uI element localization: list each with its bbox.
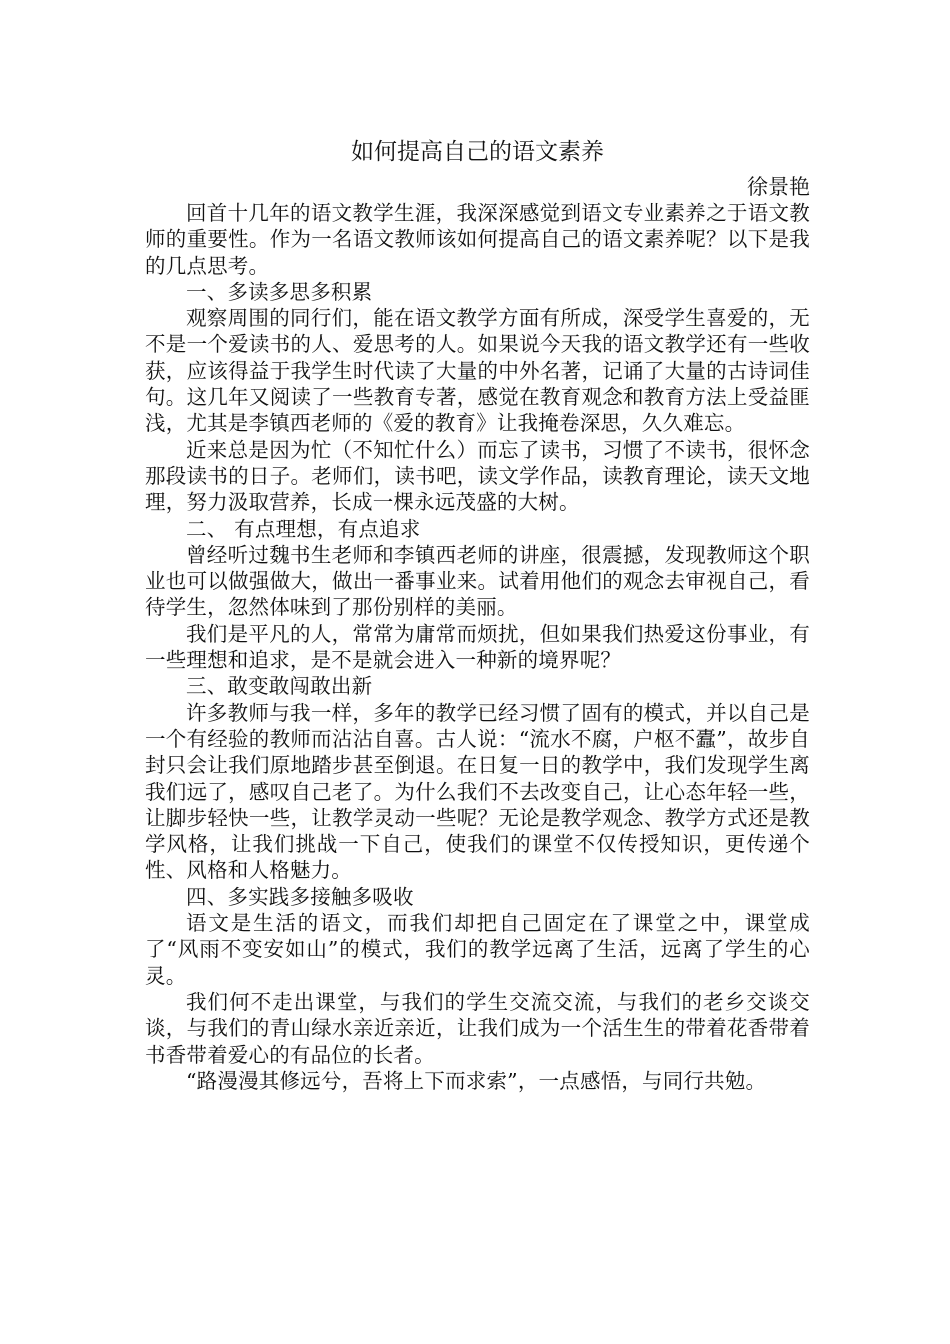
paragraph: 曾经听过魏书生老师和李镇西老师的讲座，很震撼，发现教师这个职业也可以做强做大，做出一番事业来。试着用他们的观念去审视自己，看待学生，忽然体味到了那份别样的美丽。 [145, 542, 810, 620]
paragraph: 我们何不走出课堂，与我们的学生交流交流，与我们的老乡交谈交谈，与我们的青山绿水亲近亲近，让我们成为一个活生生的带着花香带着书香带着爱心的有品位的长者。 [145, 989, 810, 1067]
paragraph: 我们是平凡的人，常常为庸常而烦扰，但如果我们热爱这份事业，有一些理想和追求，是不是就会进入一种新的境界呢？ [145, 621, 810, 673]
section-heading-3: 三、敢变敢闯敢出新 [186, 674, 373, 699]
section-heading-4: 四、多实践多接触多吸收 [186, 884, 414, 909]
paragraph-closing: “路漫漫其修远兮，吾将上下而求索”，一点感悟，与同行共勉。 [186, 1068, 767, 1093]
paragraph: 许多教师与我一样，多年的教学已经习惯了固有的模式，并以自己是一个有经验的教师而沾沾自喜。古人说：“流水不腐，户枢不蠹”，故步自封只会让我们原地踏步甚至倒退。在日复一日的教学中，我们发现学生离我们远了，感叹自己老了。为什么我们不去改变自己，让心态年轻一些，让脚步轻快一些，让教学灵动一些呢？无论是教学观念、教学方式还是教学风格，让我们挑战一下自己，使我们的课堂不仅传授知识，更传递个性、风格和人格魅力。 [145, 700, 810, 883]
paragraph: 语文是生活的语文，而我们却把自己固定在了课堂之中，课堂成了“风雨不变安如山”的模式，我们的教学远离了生活，远离了学生的心灵。 [145, 911, 810, 988]
document-body [145, 200, 810, 1094]
document-title: 如何提高自己的语文素养 [351, 139, 604, 165]
document-author: 徐景艳 [747, 175, 810, 199]
paragraph: 观察周围的同行们，能在语文教学方面有所成，深受学生喜爱的，无不是一个爱读书的人、爱思考的人。如果说今天我的语文教学还有一些收获，应该得益于我学生时代读了大量的中外名著，记诵了大量的古诗词佳句。这几年又阅读了一些教育专著，感觉在教育观念和教育方法上受益匪浅，尤其是李镇西老师的《爱的教育》让我掩卷深思，久久难忘。 [145, 306, 810, 436]
section-heading-1: 一、多读多思多积累 [186, 279, 373, 304]
document-page [145, 130, 810, 1094]
paragraph-intro: 回首十几年的语文教学生涯，我深深感觉到语文专业素养之于语文教师的重要性。作为一名语文教师该如何提高自己的语文素养呢？以下是我的几点思考。 [145, 201, 810, 278]
section-heading-2: 二、 有点理想，有点追求 [186, 516, 421, 541]
paragraph: 近来总是因为忙（不知忙什么）而忘了读书，习惯了不读书，很怀念那段读书的日子。老师们，读书吧，读文学作品，读教育理论，读天文地理，努力汲取营养，长成一棵永远茂盛的大树。 [145, 437, 810, 515]
